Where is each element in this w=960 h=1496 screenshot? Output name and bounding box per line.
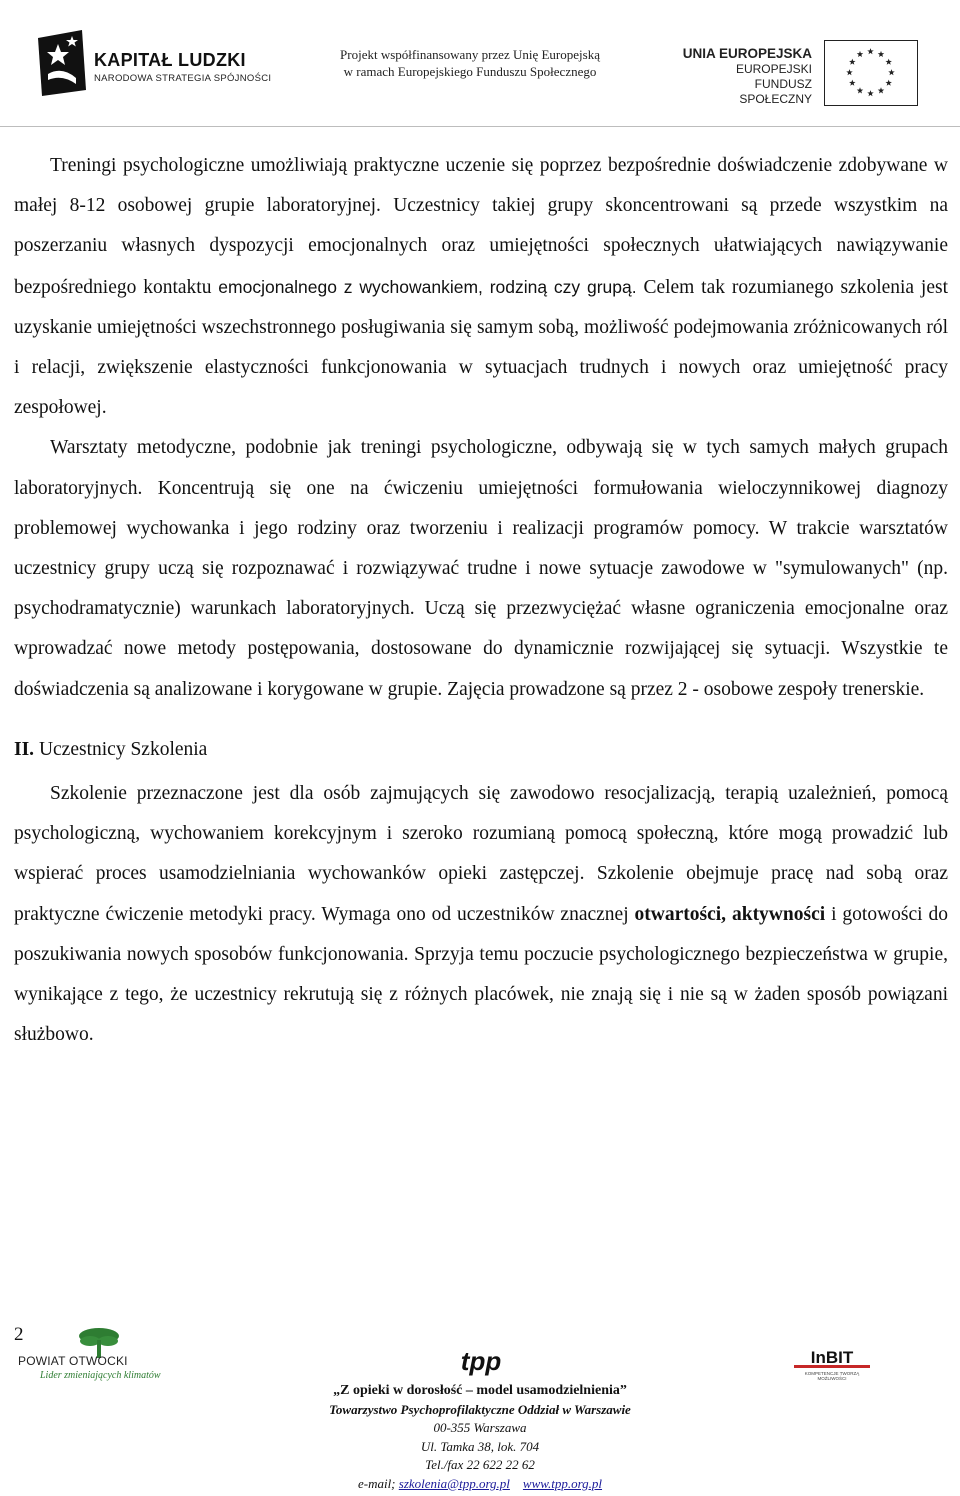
powiat-otwocki-logo — [12, 1326, 172, 1386]
powiat-slogan: Lider zmieniających klimatów — [40, 1370, 161, 1381]
eu-stars-icon — [825, 41, 916, 104]
page-header — [0, 0, 960, 127]
kapital-ludzki-logo — [38, 30, 272, 100]
paragraph-participants — [14, 774, 948, 1055]
eu-star-icon — [846, 69, 852, 75]
tpp-logo-text: tpp — [460, 1348, 502, 1376]
eu-star-icon — [867, 90, 873, 96]
eu-label-line-2: EUROPEJSKI — [735, 62, 812, 76]
paragraph-text: Celem tak rozumianego szkolenia jest uzyskanie umiejętności wszechstronnego posługiwania się samym sobą, możliwość podejmowania zróżnicowanych ról i relacji, zwiększenie elastyczności funkcjonowania w sytuacjach trudnych i nowych oraz umiejętność pracy zespołowej. — [14, 276, 948, 419]
page-number: 2 — [14, 1324, 24, 1345]
footer-organization: Towarzystwo Psychoprofilaktyczne Oddział w Warszawie — [329, 1401, 631, 1417]
eu-star-icon — [888, 69, 894, 75]
footer-postal-code: 00-355 Warszawa — [433, 1420, 527, 1435]
eu-label-line-1: UNIA EUROPEJSKA — [682, 46, 812, 61]
tpp-logo — [452, 1348, 510, 1378]
eu-fund-label — [682, 46, 812, 107]
eu-star-icon — [885, 80, 891, 86]
email-link[interactable]: szkolenia@tpp.org.pl — [398, 1475, 510, 1491]
section-number: II. — [14, 738, 35, 760]
paragraph-text: i gotowości do poszukiwania nowych sposobów funkcjonowania. Sprzyja temu poczucie psychologicznego bezpieczeństwa w grupie, wynikające z tego, że uczestnicy rekrutują się z różnych placówek, nie znają się i nie są w żaden sposób powiązani służbowo. — [14, 903, 948, 1046]
paragraph-text: Szkolenie przeznaczone jest dla osób zajmujących się zawodowo resocjalizacją, terapią uzależnień, pomocą psychologiczną, wychowaniem korekcyjnym i szeroko rozumianą pomocą społeczną, które mogą prowadzić lub wspierać proces usamodzielniania wychowanków opieki zastępczej. Szkolenie obejmuje pracę nad sobą oraz praktyczne ćwiczenie metodyki pracy. Wymaga ono od uczestników znacznej — [14, 783, 948, 925]
eu-label-line-3: FUNDUSZ SPOŁECZNY — [739, 77, 812, 106]
eu-star-icon — [878, 51, 884, 57]
powiat-name: POWIAT OTWOCKI — [18, 1354, 128, 1368]
inbit-logo-text: InBIT — [810, 1348, 854, 1367]
project-funding-note — [330, 46, 610, 80]
project-funding-line-1: Projekt współfinansowany przez Unię Europejską — [340, 47, 600, 62]
website-link[interactable]: www.tpp.org.pl — [522, 1475, 603, 1491]
paragraph-psychological-trainings — [14, 146, 948, 428]
inbit-tagline: KOMPETENCJE TWORZĄ MOŻLIWOŚCI — [804, 1371, 860, 1381]
paragraph-emphasis: otwartości, aktywności — [634, 903, 826, 925]
paragraph-text: emocjonalnego z wychowankiem, rodziną czy grupą. — [218, 276, 637, 297]
eu-star-icon — [885, 59, 891, 65]
eu-star-icon — [849, 80, 855, 86]
paragraph-text: Treningi psychologiczne umożliwiają praktyczne uczenie się poprzez bezpośrednie doświadczenie zdobywane w małej 8-12 osobowej grupie laboratoryjnej. Uczestnicy takiej grupy skoncentrowani są przede wszystkim na poszerzaniu własnych dyspozycji emocjonalnych oraz umiejętności społecznych ułatwiających nawiązywanie bezpośredniego kontaktu — [14, 155, 948, 298]
eu-flag — [824, 40, 918, 106]
eu-star-icon — [849, 59, 855, 65]
paragraph-methodical-workshops: Warsztaty metodyczne, podobnie jak treningi psychologiczne, odbywają się w tych samych małych grupach laboratoryjnych. Koncentrują się one na ćwiczeniu umiejętności formułowania wieloczynnikowej diagnozy problemowej wychowanka i jego rodziny oraz tworzeniu i realizacji programów pomocy. W trakcie warsztatów uczestnicy grupy uczą się rozpoznawać i rozwiązywać trudne i nowe sytuacje zawodowe w "symulowanych" (np. psychodramatycznie) warunkach laboratoryjnych. Uczą się przezwyciężać własne ograniczenia emocjonalne oraz wprowadzać nowe metody postępowania, dostosowane do dynamicznie rozwijającej się sytuacji. Wszystkie te doświadczenia są analizowane i korygowane w grupie. Zajęcia prowadzone są przez 2 - osobowe zespoły trenerskie. — [14, 437, 948, 700]
eu-star-icon — [857, 87, 863, 93]
kapital-ludzki-subtitle: NARODOWA STRATEGIA SPÓJNOŚCI — [94, 73, 272, 84]
section-heading — [14, 730, 948, 770]
eu-star-icon — [857, 51, 863, 57]
footer-phone: Tel./fax 22 622 22 62 — [425, 1457, 535, 1472]
footer-links — [230, 1475, 730, 1494]
section-title: Uczestnicy Szkolenia — [34, 738, 208, 760]
footer-email-label: e-mail; — [357, 1475, 399, 1491]
kapital-ludzki-emblem-icon — [38, 30, 86, 96]
kapital-ludzki-name: KAPITAŁ LUDZKI — [94, 50, 246, 70]
eu-star-icon — [867, 48, 873, 54]
footer-contact — [230, 1382, 730, 1493]
inbit-logo — [794, 1346, 870, 1372]
document-body — [14, 146, 948, 1055]
project-funding-line-2: w ramach Europejskiego Funduszu Społecznego — [343, 64, 597, 79]
eu-star-icon — [878, 87, 884, 93]
footer-street-address: Ul. Tamka 38, lok. 704 — [420, 1438, 540, 1454]
footer-project-title: „Z opieki w dorosłość – model usamodzielnienia” — [333, 1383, 627, 1398]
